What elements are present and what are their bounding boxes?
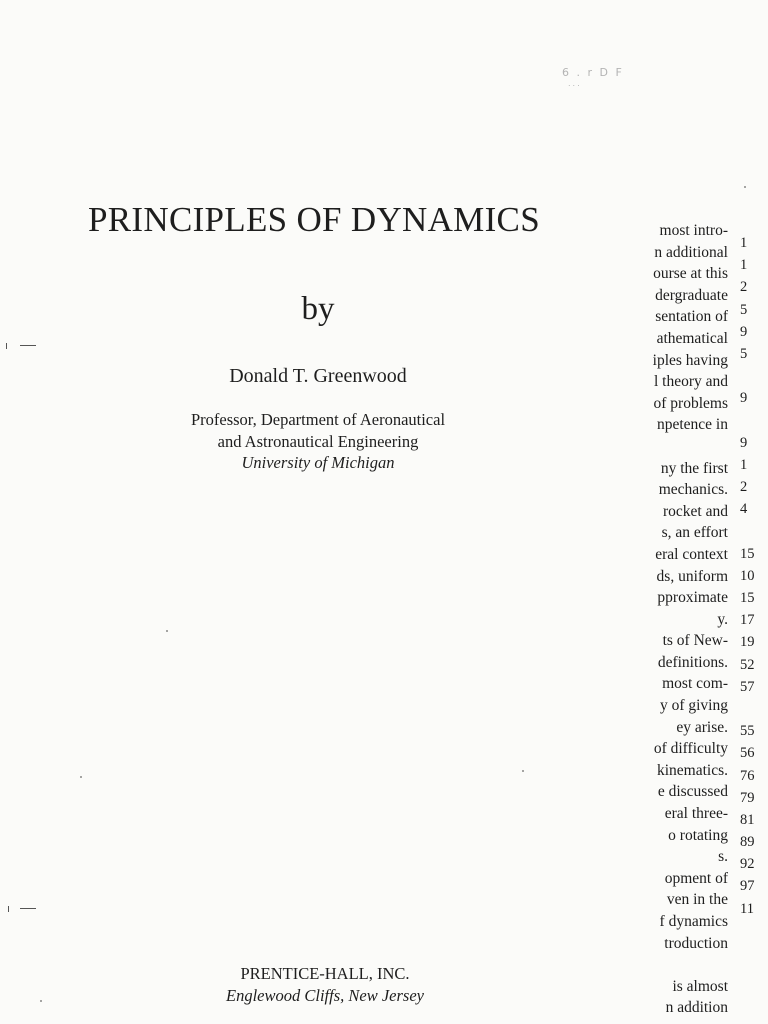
facing-text-line: troduction — [664, 934, 728, 952]
facing-text-line: athematical — [656, 329, 728, 347]
scan-speck — [522, 770, 524, 772]
facing-page-number: 1 — [740, 235, 748, 251]
facing-text-line: iples having — [652, 351, 728, 369]
facing-page-number: 9 — [740, 434, 748, 451]
facing-text-line: e discussed — [657, 783, 728, 801]
facing-text-line: definitions. — [657, 653, 728, 671]
facing-text-block-1 — [616, 220, 728, 436]
facing-text-line: l theory and — [653, 373, 728, 391]
facing-page-number: 97 — [740, 878, 755, 895]
facing-text-line: o rotating — [668, 826, 728, 844]
publisher-block — [0, 963, 650, 1007]
facing-text-line: n addition — [665, 999, 728, 1017]
scan-mark — [6, 343, 7, 349]
facing-text-line: ourse at this — [653, 265, 728, 283]
facing-page-number — [740, 410, 768, 432]
facing-text-line: ts of New- — [662, 632, 728, 650]
publisher-location: Englewood Cliffs, New Jersey — [226, 986, 424, 1005]
scan-mark — [20, 908, 36, 909]
facing-text-line: dergraduate — [655, 286, 728, 304]
facing-text-line: opment of — [664, 869, 728, 887]
facing-page-number: 76 — [740, 767, 755, 784]
facing-text-line: ny the first — [660, 459, 728, 477]
affiliation-line1: Professor, Department of Aeronautical — [190, 410, 446, 429]
facing-page-number: 4 — [740, 501, 748, 518]
facing-page-number: 15 — [740, 590, 755, 606]
facing-page-number: 15 — [740, 545, 755, 562]
facing-text-line: of problems — [653, 394, 728, 412]
scan-mark — [20, 345, 36, 346]
scan-mark — [8, 906, 9, 912]
facing-text-line: eral three- — [664, 805, 728, 823]
facing-text-line: ven in the — [666, 891, 728, 909]
facing-text-line: most intro- — [659, 222, 728, 239]
handwritten-note-line2: ... — [568, 79, 582, 88]
facing-page-number: 10 — [740, 567, 755, 584]
university-name: University of Michigan — [241, 453, 395, 472]
facing-text-line: rocket and — [663, 502, 728, 520]
facing-page-number: 1 — [740, 257, 748, 274]
scan-speck — [80, 776, 82, 778]
facing-page-number: 57 — [740, 678, 755, 695]
facing-page-number — [740, 365, 768, 387]
publisher-name: PRENTICE-HALL, INC. — [240, 964, 410, 983]
facing-text-line: of difficulty — [653, 740, 728, 758]
scan-speck — [40, 1000, 42, 1002]
facing-text-line: npetence in — [656, 416, 728, 434]
scan-speck — [744, 186, 746, 188]
handwritten-note — [562, 66, 624, 88]
facing-page-text — [616, 220, 728, 1019]
facing-page-number: 1 — [740, 456, 748, 473]
facing-text-line: s. — [718, 848, 728, 866]
facing-page-number: 2 — [740, 279, 748, 296]
facing-page-number: 56 — [740, 745, 755, 762]
facing-page-number: 2 — [740, 479, 748, 496]
facing-text-line: most com- — [662, 675, 728, 693]
affiliation-line2: and Astronautical Engineering — [217, 431, 419, 451]
author-affiliation — [0, 409, 636, 474]
facing-page-number — [740, 520, 768, 542]
scan-speck — [166, 630, 168, 632]
facing-text-block-2 — [616, 458, 728, 955]
facing-page-number: 52 — [740, 656, 755, 673]
facing-text-line: ds, uniform — [656, 567, 728, 585]
facing-text-line: pproximate — [657, 589, 728, 607]
facing-page-number: 9 — [740, 390, 748, 407]
handwritten-note-line1: 6 . r D F — [562, 66, 624, 79]
facing-page-number — [740, 698, 768, 720]
facing-page-number: 79 — [740, 789, 755, 806]
facing-page-number: 9 — [740, 323, 748, 340]
facing-text-line: mechanics. — [658, 481, 728, 499]
facing-page-number: 5 — [740, 301, 748, 318]
facing-page-number: 19 — [740, 634, 755, 651]
facing-page-number: 17 — [740, 612, 755, 629]
facing-page-number: 81 — [740, 811, 755, 828]
facing-page-number: 5 — [740, 345, 748, 362]
facing-text-line: kinematics. — [656, 761, 728, 779]
book-title: PRINCIPLES OF DYNAMICS — [88, 200, 540, 239]
facing-page-number: 55 — [740, 723, 755, 740]
facing-text-line: s, an effort — [661, 524, 728, 542]
facing-text-line: is almost — [672, 977, 728, 995]
facing-page-number: 89 — [740, 834, 755, 851]
facing-text-line: eral context — [655, 545, 728, 563]
by-line: by — [301, 291, 335, 327]
facing-text-line: y of giving — [659, 697, 728, 715]
facing-page-number: 11 — [740, 900, 754, 917]
facing-page-number: 92 — [740, 856, 755, 873]
facing-text-line: n additional — [654, 243, 728, 261]
author-name: Donald T. Greenwood — [229, 365, 407, 387]
facing-text-line: ey arise. — [676, 718, 728, 736]
facing-text-line: sentation of — [655, 308, 728, 326]
facing-text-line: f dynamics — [659, 913, 728, 930]
facing-text-block-3 — [616, 976, 728, 1019]
facing-text-line: y. — [717, 610, 728, 628]
facing-page-numbers — [740, 232, 768, 920]
